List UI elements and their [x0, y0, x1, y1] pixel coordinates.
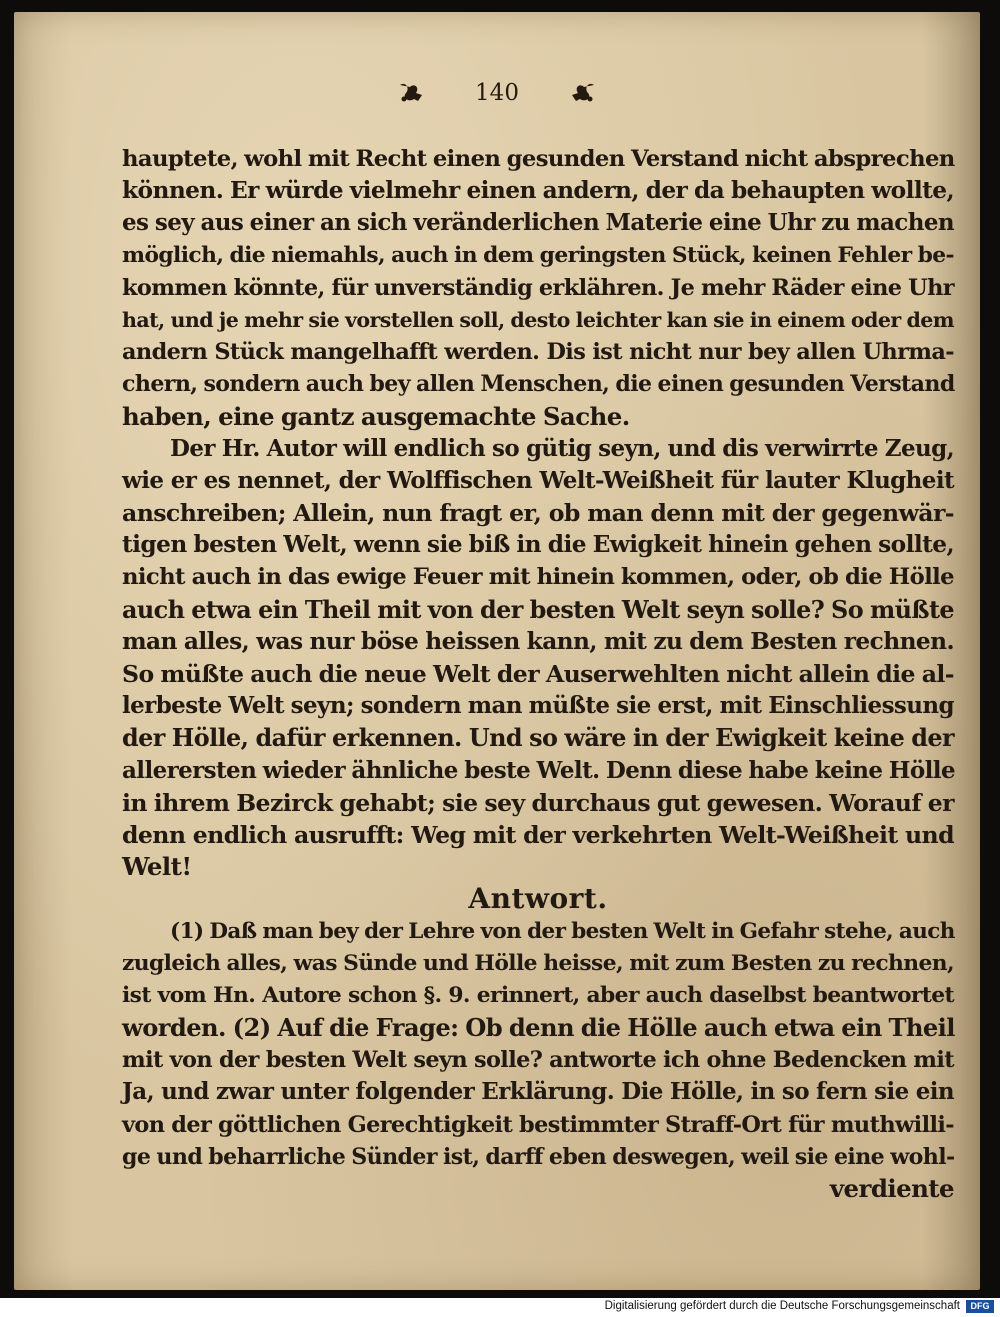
page-number: 140	[475, 80, 519, 106]
section-heading: Antwort.	[468, 882, 608, 916]
text-line: (1) Daß man bey der Lehre von der besten Welt in Gefahr stehe, auch	[170, 918, 955, 944]
text-line: allerersten wieder ähnliche beste Welt. Denn diese habe keine Hölle	[122, 756, 955, 784]
text-line: nicht auch in das ewige Feuer mit hinein kommen, oder, ob die Hölle	[122, 564, 954, 591]
text-line: andern Stück mangelhafft werden. Dis ist nicht nur bey allen Uhrma-	[122, 339, 954, 366]
text-line: können. Er würde vielmehr einen andern, der da behaupten wollte,	[122, 177, 954, 205]
text-line: kommen könnte, für unverständig erklähren. Je mehr Räder eine Uhr	[122, 274, 954, 301]
text-line: in ihrem Bezirck gehabt; sie sey durchaus gut gewesen. Worauf er	[122, 788, 954, 817]
left-ornament-icon	[396, 81, 426, 105]
text-line: anschreiben; Allein, nun fragt er, ob man denn mit der gegenwär-	[122, 499, 954, 528]
text-line: es sey aus einer an sich veränderlichen Materie eine Uhr zu machen	[122, 209, 954, 237]
text-line: man alles, was nur böse heissen kann, mit zu dem Besten rechnen.	[122, 627, 954, 655]
catchword: verdiente	[829, 1174, 954, 1203]
text-line: mit von der besten Welt seyn solle? antworte ich ohne Bedencken mit	[122, 1047, 954, 1074]
text-line: tigen besten Welt, wenn sie biß in die Ewigkeit hinein gehen sollte,	[122, 531, 954, 559]
text-line: hat, und je mehr sie vorstellen soll, desto leichter kan sie in einem oder dem	[122, 307, 954, 332]
text-line: Der Hr. Autor will endlich so gütig seyn, und dis verwirrte Zeug,	[170, 434, 954, 462]
text-line: chern, sondern auch bey allen Menschen, die einen gesunden Verstand	[122, 371, 955, 398]
text-line: denn endlich ausrufft: Weg mit der verkehrten Welt-Weißheit und	[122, 820, 954, 849]
text-line: Welt!	[122, 852, 192, 882]
body-text	[122, 143, 954, 1205]
text-line: hauptete, wohl mit Recht einen gesunden Verstand nicht absprechen	[122, 146, 955, 172]
text-line: zugleich alles, was Sünde und Hölle heisse, mit zum Besten zu rechnen,	[122, 950, 954, 976]
text-line: lerbeste Welt seyn; sondern man müßte sie erst, mit Einschliessung	[122, 692, 954, 720]
page-header	[14, 80, 980, 106]
text-line: ist vom Hn. Autore schon §. 9. erinnert, aber auch daselbst beantwortet	[122, 982, 954, 1008]
dfg-logo: DFG	[966, 1300, 994, 1313]
text-line: von der göttlichen Gerechtigkeit bestimmter Straff-Ort für muthwilli-	[122, 1111, 954, 1138]
right-ornament-icon	[568, 81, 598, 105]
text-line: der Hölle, dafür erkennen. Und so wäre in der Ewigkeit keine der	[122, 724, 954, 753]
text-line: So müßte auch die neue Welt der Auserwehlten nicht allein die al-	[122, 660, 954, 688]
book-page	[14, 12, 980, 1290]
text-line: worden. (2) Auf die Frage: Ob denn die Hölle auch etwa ein Theil	[122, 1013, 955, 1043]
text-line: ge und beharrliche Sünder ist, darff eben deswegen, weil sie eine wohl-	[122, 1143, 955, 1170]
text-line: wie er es nennet, der Wolffischen Welt-Weißheit für lauter Klugheit	[122, 466, 954, 494]
text-line: auch etwa ein Theil mit von der besten Welt seyn solle? So müßte	[122, 595, 954, 624]
text-line: haben, eine gantz ausgemachte Sache.	[122, 401, 630, 431]
funding-credit: Digitalisierung gefördert durch die Deutsche Forschungsgemeinschaft	[604, 1300, 960, 1312]
text-line: Ja, und zwar unter folgender Erklärung. Die Hölle, in so fern sie ein	[122, 1078, 954, 1106]
text-line: möglich, die niemahls, auch in dem geringsten Stück, keinen Fehler be-	[122, 242, 954, 268]
